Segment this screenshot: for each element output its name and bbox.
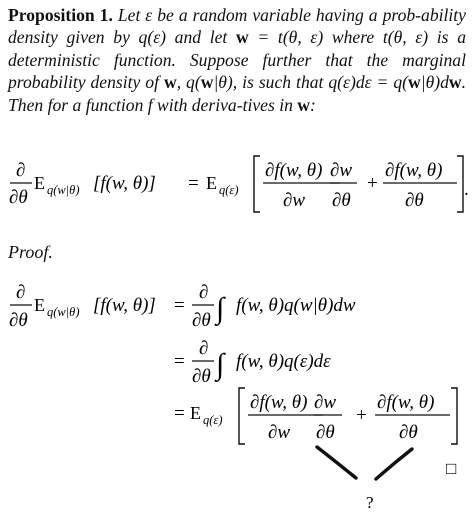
proposition-statement [8,4,466,116]
integrand: f(w, θ)q(ε)dε [236,351,331,372]
proposition-text-1: Let ε be a random variable having a prob-ability density given by q(ε) and let [8,5,466,48]
equals-sign: = [188,173,199,194]
dtheta-denominator: ∂θ [316,422,335,443]
proof-label: Proof. [8,242,53,262]
annotation-question-mark: ? [366,493,374,512]
integrand: f(w, θ)q(w|θ)dw [236,295,356,316]
bold-w: w [448,72,462,93]
dw-numerator: ∂w [330,160,353,181]
df-numerator: ∂f(w, θ) [385,160,443,181]
qed-symbol: □ [446,459,457,478]
expectation-symbol: E [34,295,45,315]
dtheta-denominator: ∂θ [332,190,351,211]
right-bracket [457,156,463,212]
integral-sign: ∫ [216,292,225,325]
plus-sign: + [356,405,367,426]
bold-w: w [163,72,177,93]
expectation-subscript: q(ε) [219,183,239,197]
equals-sign: = [174,295,185,316]
dw-denominator: ∂w [268,422,291,443]
expectation-symbol: E [34,173,45,193]
proposition-text-7: : [310,94,316,115]
expectation-symbol: E [190,403,201,423]
dw-numerator: ∂w [314,392,337,413]
proposition-heading: Proposition 1. [8,5,113,25]
proposition-text-3: , q( [176,72,201,93]
partial-numerator: ∂ [199,338,209,359]
right-bracket [451,388,457,444]
plus-sign: + [367,173,378,194]
integral-sign: ∫ [216,348,225,381]
proposition-text-6: . Then for a function f with deriva-tives in [8,72,467,115]
dtheta-denominator: ∂θ [405,190,424,211]
equals-sign: = [174,351,185,372]
df-numerator: ∂f(w, θ) [377,392,435,413]
expectation-symbol: E [206,173,217,193]
partial-theta-denominator: ∂θ [9,310,28,331]
partial-theta-denominator: ∂θ [192,366,211,387]
df-numerator: ∂f(w, θ) [265,160,323,181]
left-bracket [254,156,260,212]
function-argument: [f(w, θ)] [93,173,156,194]
dtheta-denominator: ∂θ [399,422,418,443]
expectation-subscript: q(w|θ) [47,183,80,197]
expectation-subscript: q(ε) [203,413,223,427]
proposition-text-4: |θ), is such that q(ε)dε = q( [213,72,409,93]
annotation-stroke-left [317,447,356,478]
bold-w: w [408,72,421,93]
dw-denominator: ∂w [283,190,306,211]
proposition-text-2: = t(θ, ε) where t(θ, ε) is a deterministic function. Suppose further that the marginal probability density of [8,27,466,93]
partial-numerator: ∂ [16,160,26,181]
df-numerator: ∂f(w, θ) [250,392,308,413]
equation-1 [0,150,474,218]
left-bracket [239,388,245,444]
expectation-subscript: q(w|θ) [47,305,80,319]
proof-derivation [0,278,474,520]
partial-numerator: ∂ [16,282,26,303]
partial-numerator: ∂ [199,282,209,303]
equals-sign: = [174,403,185,424]
function-argument: [f(w, θ)] [93,295,156,316]
bold-w: w [236,27,249,48]
proposition-text-5: |θ)d [420,72,449,93]
bold-w: w [200,72,214,93]
period: . [464,179,469,200]
bold-w: w [297,94,311,115]
annotation-stroke-right [376,449,412,479]
partial-theta-denominator: ∂θ [9,187,28,208]
partial-theta-denominator: ∂θ [192,310,211,331]
